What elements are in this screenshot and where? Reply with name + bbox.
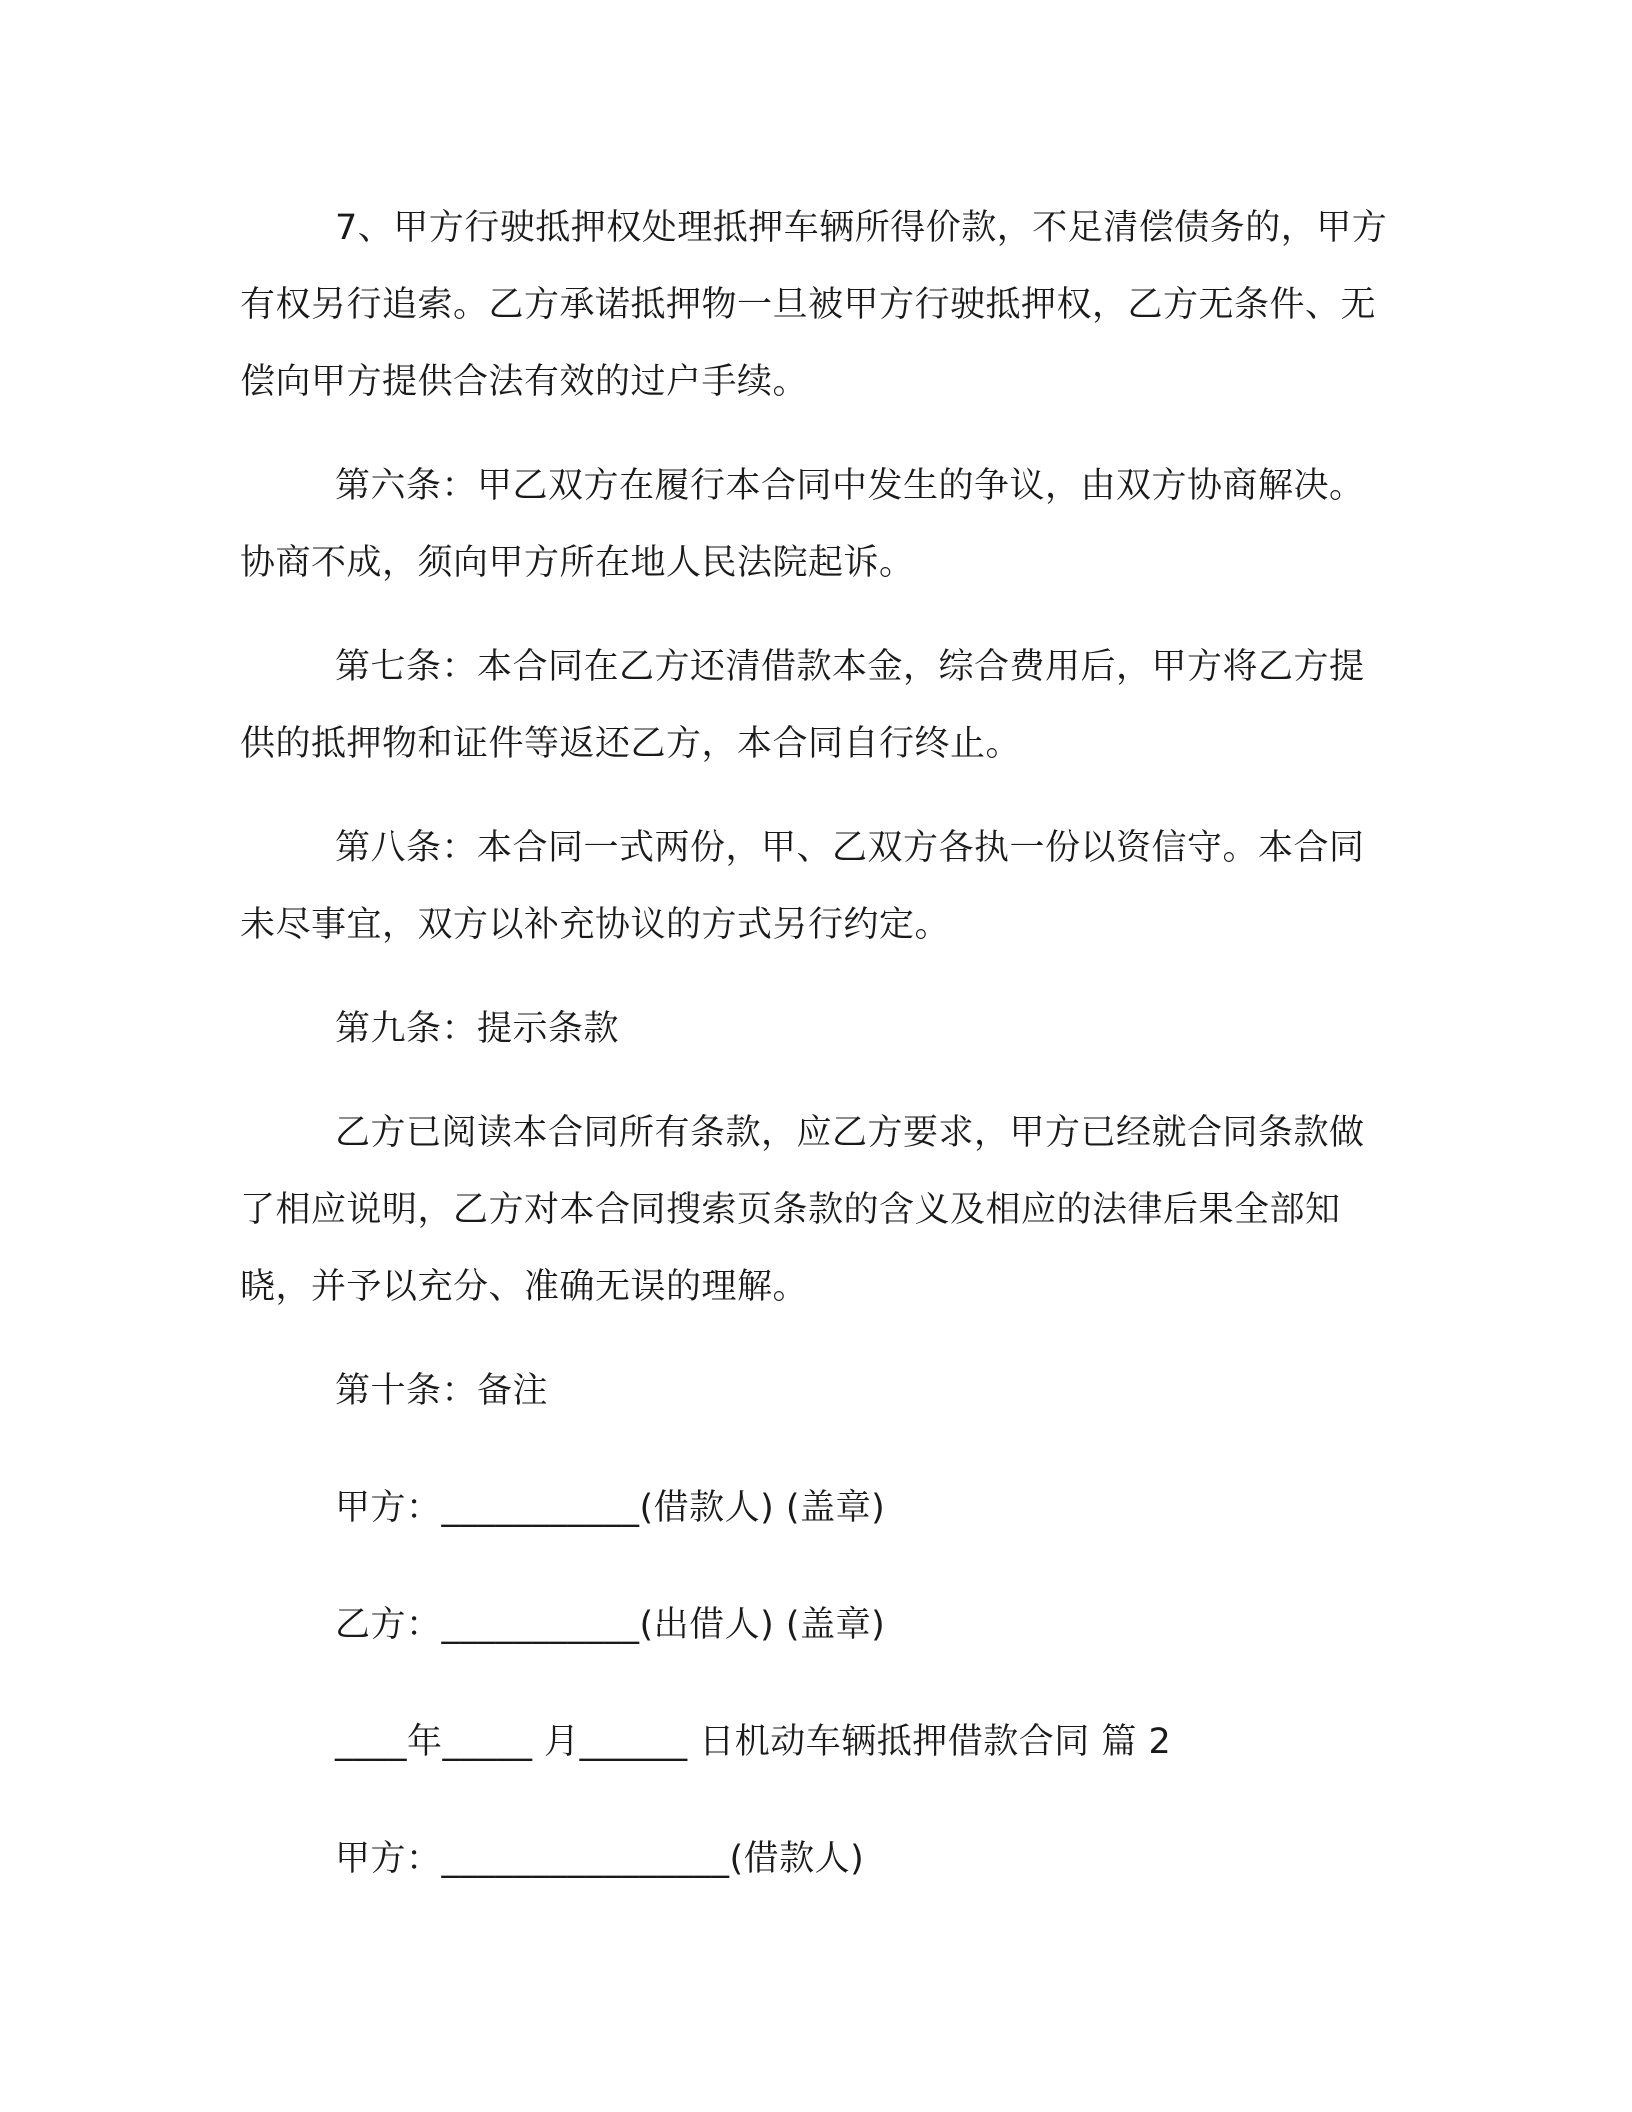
party-a-signature-line: 甲方：___________(借款人) (盖章): [335, 1488, 886, 1528]
party-b-signature-line: 乙方：___________(出借人) (盖章): [335, 1605, 886, 1645]
date-and-next-contract-title: ____年_____ 月______ 日机动车辆抵押借款合同 篇 2: [335, 1722, 1172, 1762]
notice-paragraph: 乙方已阅读本合同所有条款，应乙方要求，甲方已经就合同条款做了相应说明，乙方对本合同搜索页条款的含义及相应的法律后果全部知晓，并予以充分、准确无误的理解。: [240, 1113, 1365, 1307]
document-page: [240, 190, 1390, 1938]
article-8-paragraph: 第八条：本合同一式两份，甲、乙双方各执一份以资信守。本合同未尽事宜，双方以补充协议的方式另行约定。: [240, 828, 1365, 945]
article-9-heading: 第九条：提示条款: [335, 1009, 620, 1049]
next-contract-party-a-line: 甲方：________________(借款人): [335, 1839, 865, 1879]
article-10-heading: 第十条：备注: [335, 1371, 549, 1411]
article-6-paragraph: 第六条：甲乙双方在履行本合同中发生的争议，由双方协商解决。协商不成，须向甲方所在地人民法院起诉。: [240, 466, 1365, 583]
clause-7-paragraph: 7、甲方行驶抵押权处理抵押车辆所得价款，不足清偿债务的，甲方有权另行追索。乙方承诺抵押物一旦被甲方行驶抵押权，乙方无条件、无偿向甲方提供合法有效的过户手续。: [240, 208, 1388, 402]
article-7-paragraph: 第七条：本合同在乙方还清借款本金，综合费用后，甲方将乙方提供的抵押物和证件等返还乙方，本合同自行终止。: [240, 647, 1365, 764]
